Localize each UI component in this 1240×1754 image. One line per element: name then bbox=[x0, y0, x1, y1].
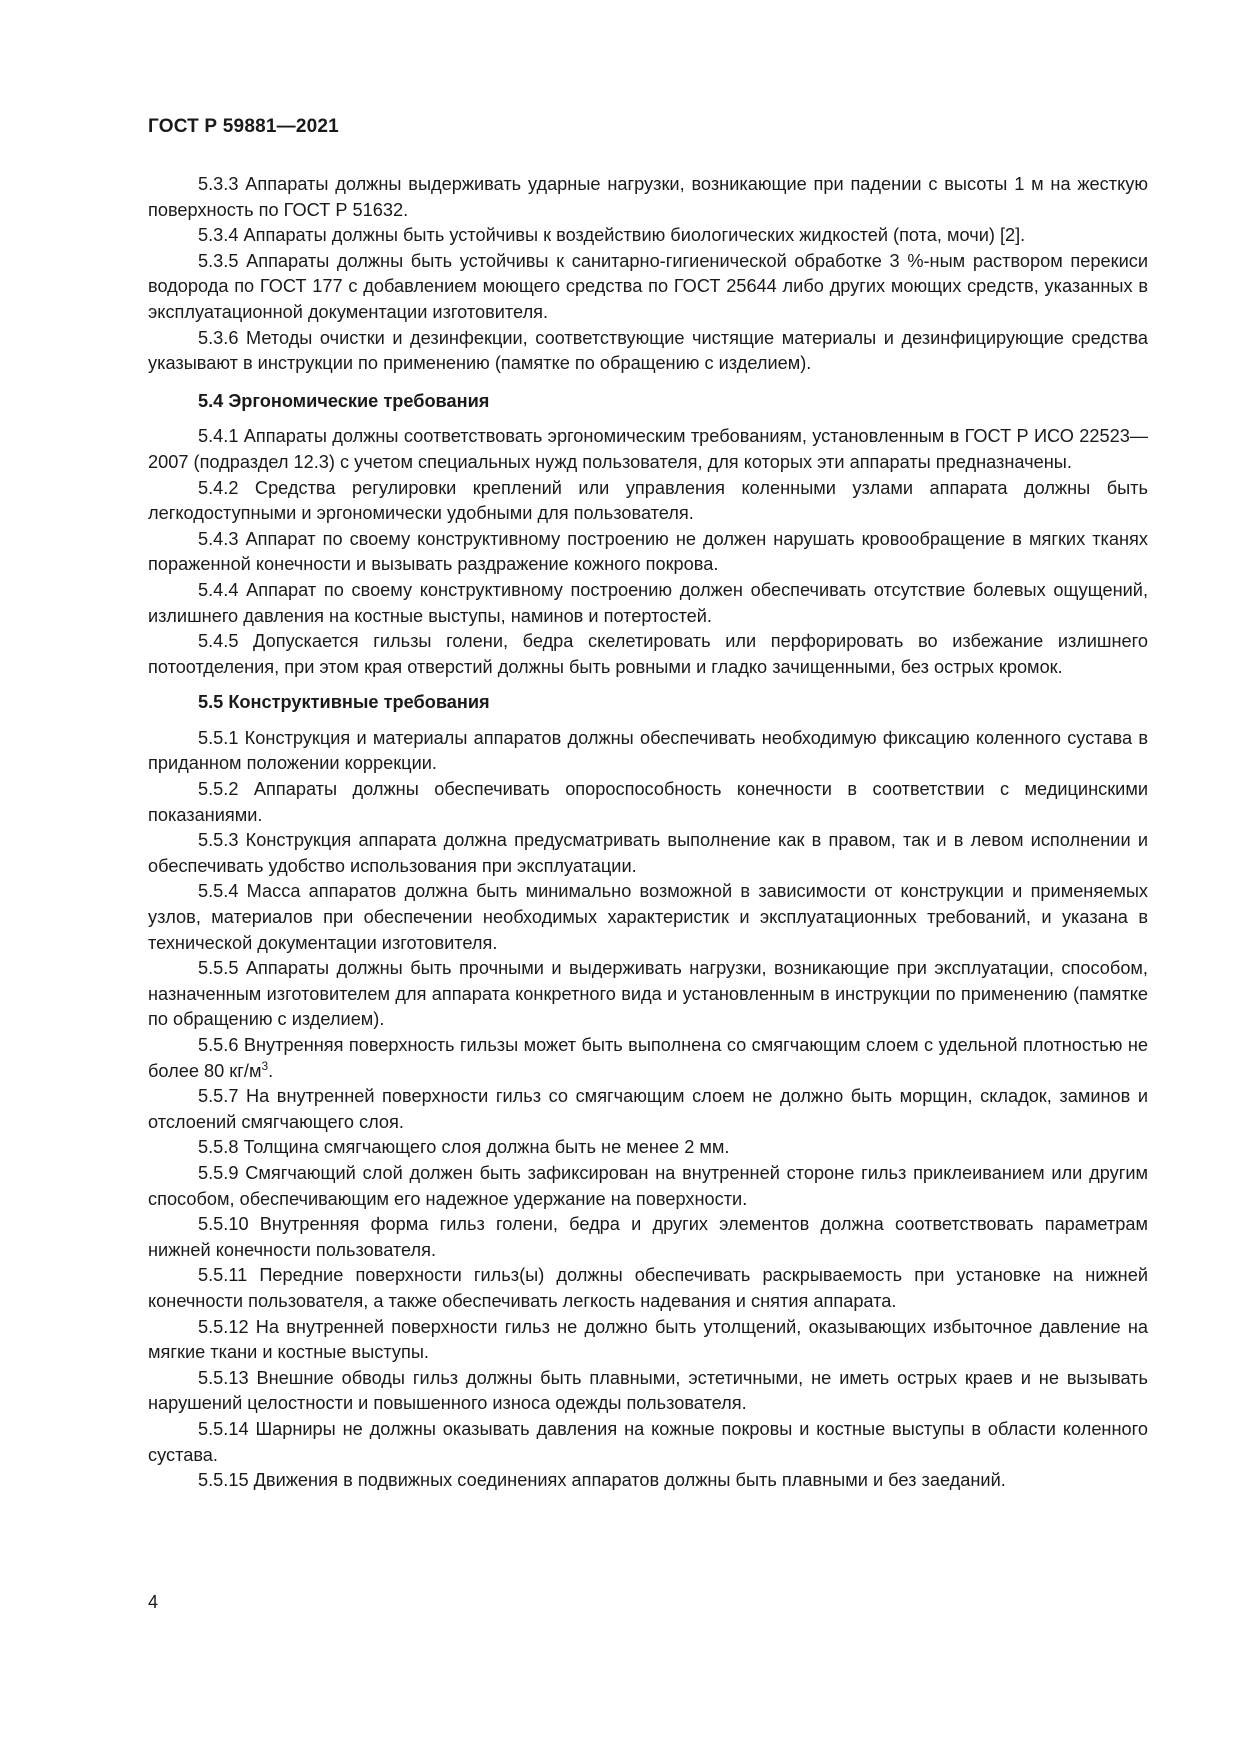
paragraph-5-5-1: 5.5.1 Конструкция и материалы аппаратов должны обеспечивать необходимую фиксацию коленного сустава в приданном положении коррекции. bbox=[148, 727, 1148, 774]
paragraph-5-5-15: 5.5.15 Движения в подвижных соединениях аппаратов должны быть плавными и без заеданий. bbox=[198, 1470, 1006, 1491]
paragraph-5-4-4: 5.4.4 Аппарат по своему конструктивному построению должен обеспечивать отсутствие болевых ощущений, излишнего давления на костные выступы, наминов и потертостей. bbox=[148, 579, 1148, 626]
paragraph-5-3-6: 5.3.6 Методы очистки и дезинфекции, соответствующие чистящие материалы и дезинфицирующие средства указывают в инструкции по применению (памятке по обращению с изделием). bbox=[148, 327, 1148, 374]
paragraph-5-5-3: 5.5.3 Конструкция аппарата должна предусматривать выполнение как в правом, так и в левом исполнении и обеспечивать удобство использования при эксплуатации. bbox=[148, 830, 1148, 876]
paragraph-5-5-4: 5.5.4 Масса аппаратов должна быть минимально возможной в зависимости от конструкции и применяемых узлов, материалов при обеспечении необходимых характеристик и эксплуатационных требований, и указана в технической документации изготовителя. bbox=[148, 881, 1148, 953]
page-number: 4 bbox=[148, 1592, 159, 1612]
paragraph-5-5-13: 5.5.13 Внешние обводы гильз должны быть плавными, эстетичными, не иметь острых краев и не вызывать нарушений целостности и повышенного износа одежды пользователя. bbox=[148, 1367, 1148, 1414]
paragraph-5-3-5: 5.3.5 Аппараты должны быть устойчивы к санитарно-гигиенической обработке 3 %-ным раствором перекиси водорода по ГОСТ 177 с добавлением моющего средства по ГОСТ 25644 либо других моющих средств, указанных в эксплуатационной документации изготовителя. bbox=[148, 250, 1148, 322]
paragraph-5-5-9: 5.5.9 Смягчающий слой должен быть зафиксирован на внутренней стороне гильз приклеиванием или другим способом, обеспечивающим его надежное удержание на поверхности. bbox=[148, 1162, 1148, 1209]
paragraph-5-5-2: 5.5.2 Аппараты должны обеспечивать опороспособность конечности в соответствии с медицинскими показаниями. bbox=[148, 779, 1148, 825]
paragraph-5-5-12: 5.5.12 На внутренней поверхности гильз не должно быть утолщений, оказывающих избыточное давление на мягкие ткани и костные выступы. bbox=[148, 1316, 1148, 1363]
paragraph-5-5-6-suffix: . bbox=[268, 1060, 274, 1081]
superscript-3: 3 bbox=[261, 1058, 269, 1073]
paragraph-5-5-8: 5.5.8 Толщина смягчающего слоя должна быть не менее 2 мм. bbox=[198, 1137, 730, 1158]
paragraph-5-5-6-text: 5.5.6 Внутренняя поверхность гильзы может быть выполнена со смягчающим слоем с удельной плотностью не более 80 кг/м bbox=[148, 1035, 1148, 1081]
paragraph-5-4-5: 5.4.5 Допускается гильзы голени, бедра скелетировать или перфорировать во избежание излишнего потоотделения, при этом края отверстий должны быть ровными и гладко зачищенными, без острых кромок. bbox=[148, 631, 1148, 677]
paragraph-5-5-10: 5.5.10 Внутренняя форма гильз голени, бедра и других элементов должна соответствовать параметрам нижней конечности пользователя. bbox=[148, 1214, 1148, 1260]
paragraph-5-4-2: 5.4.2 Средства регулировки креплений или управления коленными узлами аппарата должны быть легкодоступными и эргономически удобными для пользователя. bbox=[148, 477, 1148, 524]
document-body bbox=[148, 172, 1148, 1494]
document-code-header: ГОСТ Р 59881—2021 bbox=[148, 116, 339, 137]
section-heading-5-5: 5.5 Конструктивные требования bbox=[198, 692, 490, 713]
section-heading-5-4: 5.4 Эргономические требования bbox=[198, 390, 490, 411]
paragraph-5-4-1: 5.4.1 Аппараты должны соответствовать эргономическим требованиям, установленным в ГОСТ Р ИСО 22523—2007 (подраздел 12.3) с учетом специальных нужд пользователя, для которых эти аппараты предназначены. bbox=[148, 426, 1148, 472]
paragraph-5-4-3: 5.4.3 Аппарат по своему конструктивному построению не должен нарушать кровообращение в мягких тканях пораженной конечности и вызывать раздражение кожного покрова. bbox=[148, 528, 1148, 575]
paragraph-5-5-7: 5.5.7 На внутренней поверхности гильз со смягчающим слоем не должно быть морщин, складок, заминов и отслоений смягчающего слоя. bbox=[148, 1086, 1148, 1132]
paragraph-5-3-4: 5.3.4 Аппараты должны быть устойчивы к воздействию биологических жидкостей (пота, мочи) [2]. bbox=[198, 225, 1026, 246]
paragraph-5-5-11: 5.5.11 Передние поверхности гильз(ы) должны обеспечивать раскрываемость при установке на нижней конечности пользователя, а также обеспечивать легкость надевания и снятия аппарата. bbox=[148, 1265, 1148, 1311]
paragraph-5-5-6 bbox=[148, 1033, 1148, 1084]
paragraph-5-3-3: 5.3.3 Аппараты должны выдерживать ударные нагрузки, возникающие при падении с высоты 1 м на жесткую поверхность по ГОСТ Р 51632. bbox=[148, 174, 1148, 220]
paragraph-5-5-5: 5.5.5 Аппараты должны быть прочными и выдерживать нагрузки, возникающие при эксплуатации, способом, назначенным изготовителем для аппарата конкретного вида и установленным в инструкции по применению (памятке по обращению с изделием). bbox=[148, 958, 1148, 1030]
paragraph-5-5-14: 5.5.14 Шарниры не должны оказывать давления на кожные покровы и костные выступы в области коленного сустава. bbox=[148, 1418, 1148, 1465]
